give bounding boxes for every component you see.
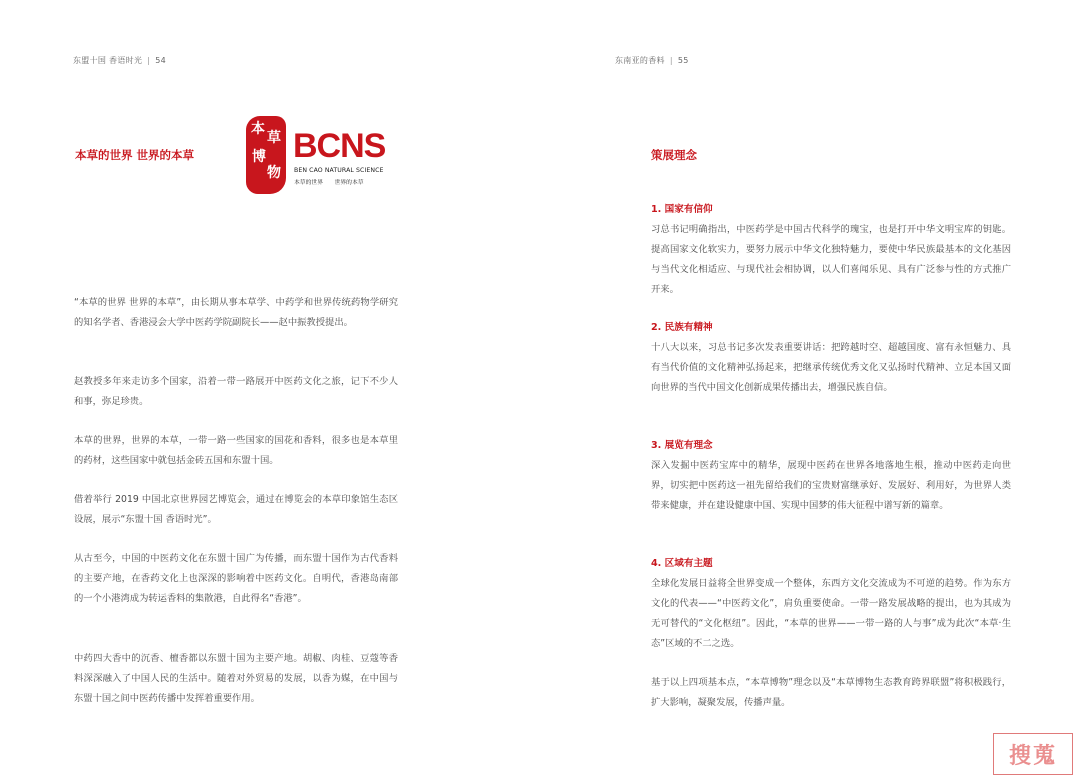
- paragraph: 赵教授多年来走访多个国家，沿着一带一路展开中医药文化之旅，记下不少人和事，弥足珍贵。: [74, 376, 398, 407]
- paragraph: 中药四大香中的沉香、檀香都以东盟十国为主要产地。胡椒、肉桂、豆蔻等香料深深融入了中国人民的生活中。随着对外贸易的发展，以香为媒，在中国与东盟十国之间中医药传播中发挥着重要作用。: [74, 653, 398, 704]
- running-head-text: 东盟十国 香语时光: [73, 56, 143, 65]
- section-block: [651, 554, 1011, 654]
- logo-subtitle: BEN CAO NATURAL SCIENCE: [294, 167, 384, 174]
- paragraph: 从古至今，中国的中医药文化在东盟十国广为传播，而东盟十国作为古代香料的主要产地，在香药文化上也深深的影响着中医药文化。自明代，香港岛南部的一个小港湾成为转运香料的集散港，自此得名“香港”。: [74, 553, 398, 604]
- right-page: [540, 0, 1080, 782]
- logo-seal: [246, 116, 286, 194]
- section-heading: 4. 区域有主题: [651, 558, 713, 569]
- running-head-text: 东南亚的香料: [615, 56, 665, 65]
- section-heading: 2. 民族有精神: [651, 322, 713, 333]
- running-head-separator: |: [147, 56, 151, 65]
- section-block: [651, 436, 1011, 516]
- page-number: 54: [155, 56, 167, 65]
- left-running-head: [73, 55, 166, 66]
- section-block: [651, 318, 1011, 398]
- logo-wordmark: BCNS: [293, 127, 386, 165]
- paragraph: 借着举行 2019 中国北京世界园艺博览会，通过在博览会的本草印象馆生态区设展，展示“东盟十国 香语时光”。: [74, 494, 398, 525]
- watermark-text: 搜蒐: [1008, 742, 1057, 769]
- logo-tagline: 本草的世界 世界的本草: [294, 180, 364, 186]
- section-heading: 3. 展览有理念: [651, 440, 713, 451]
- running-head-separator: |: [669, 56, 673, 65]
- section-body: 习总书记明确指出，中医药学是中国古代科学的瑰宝，也是打开中华文明宝库的钥匙。提高国家文化软实力，要努力展示中华文化独特魅力，要使中华民族最基本的文化基因与当代文化相适应、与现代社会相协调，以人们喜闻乐见、具有广泛参与性的方式推广开来。: [651, 224, 1011, 295]
- section-heading: 1. 国家有信仰: [651, 204, 713, 215]
- bcns-logo: [246, 116, 406, 196]
- seal-char: 本: [251, 121, 265, 137]
- page-number: 55: [677, 56, 689, 65]
- section-body: 全球化发展日益将全世界变成一个整体，东西方文化交流成为不可逆的趋势。作为东方文化的代表——“中医药文化”，肩负重要使命。一带一路发展战略的提出，也为其成为无可替代的“文化枢纽”。因此，“本草的世界——一带一路的人与事”成为此次“本草·生态”区域的不二之选。: [651, 578, 1011, 649]
- section-body: 深入发掘中医药宝库中的精华，展现中医药在世界各地落地生根，推动中医药走向世界，切实把中医药这一祖先留给我们的宝贵财富继承好、发展好、利用好，为世界人类带来健康，并在建设健康中国、实现中国梦的伟大征程中谱写新的篇章。: [651, 460, 1011, 511]
- section-block: [651, 200, 1011, 300]
- right-running-head: [615, 55, 689, 66]
- paragraph: 本草的世界，世界的本草，一带一路一些国家的国花和香料，很多也是本草里的药材，这些国家中就包括金砖五国和东盟十国。: [74, 435, 398, 466]
- watermark-stamp: [993, 733, 1073, 775]
- seal-char: 博: [252, 149, 266, 165]
- seal-char: 草: [267, 130, 281, 146]
- section-body: 十八大以来，习总书记多次发表重要讲话：把跨越时空、超越国度、富有永恒魅力、具有当代价值的文化精神弘扬起来，把继承传统优秀文化又弘扬时代精神、立足本国又面向世界的当代中国文化创新成果传播出去，增强民族自信。: [651, 342, 1011, 393]
- left-page-title: 本草的世界 世界的本草: [75, 148, 195, 162]
- right-page-title: 策展理念: [651, 148, 697, 162]
- closing-paragraph: 基于以上四项基本点，“本草博物”理念以及“本草博物生态教育跨界联盟”将积极践行，扩大影响，凝聚发展，传播声量。: [651, 677, 1011, 708]
- seal-char: 物: [267, 165, 281, 181]
- paragraph: “本草的世界 世界的本草”，由长期从事本草学、中药学和世界传统药物学研究的知名学者、香港浸会大学中医药学院副院长——赵中振教授提出。: [74, 297, 398, 328]
